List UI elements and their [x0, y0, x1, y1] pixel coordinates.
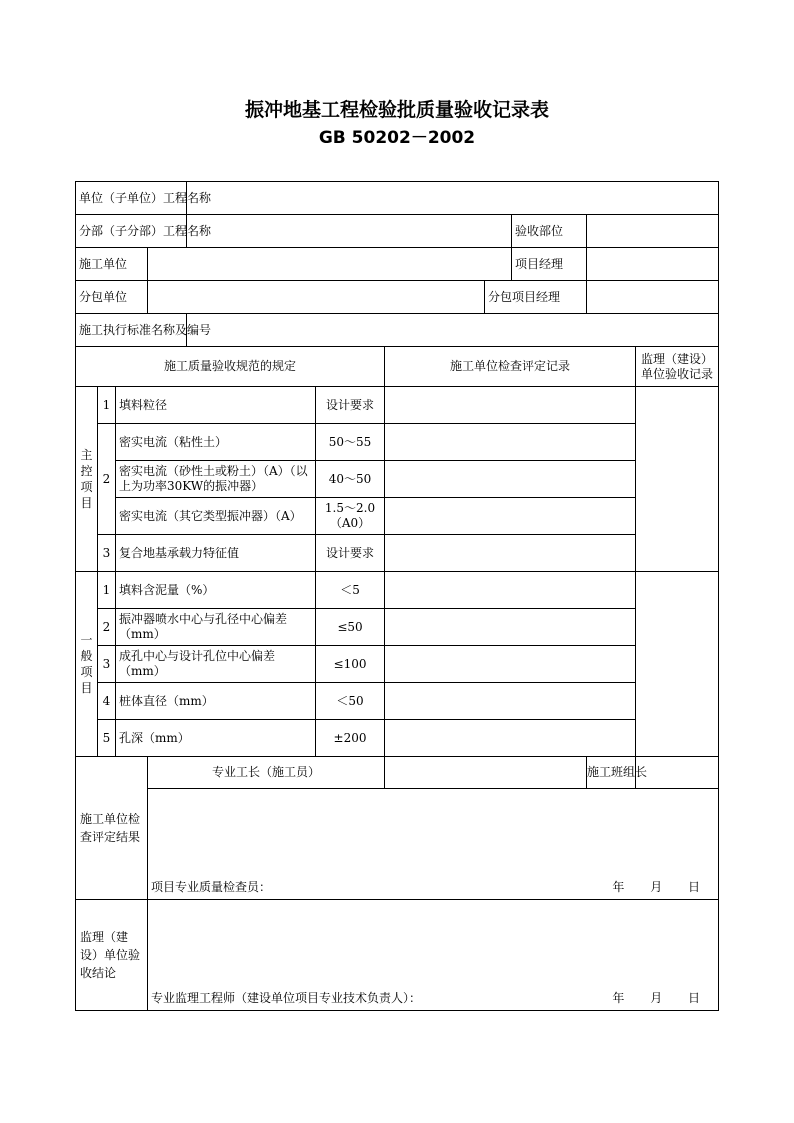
- inspection-form: [75, 181, 719, 1011]
- subunit-name-field[interactable]: [187, 215, 512, 248]
- general-item-no: 3: [98, 646, 116, 683]
- main-item-req: 1.5～2.0（A0）: [316, 498, 385, 535]
- general-item-req: ≤50: [316, 609, 385, 646]
- main-item-name: 复合地基承载力特征值: [116, 535, 316, 572]
- check-grid-row: [385, 498, 636, 535]
- construct-unit-field[interactable]: [148, 248, 512, 281]
- check-record-merged[interactable]: [385, 535, 636, 572]
- form-title: 振冲地基工程检验批质量验收记录表: [244, 99, 549, 121]
- project-manager-field[interactable]: [587, 248, 719, 281]
- main-item-name: 密实电流（粘性土）: [116, 424, 316, 461]
- general-item-no: 5: [98, 720, 116, 757]
- supervision-date: 年 月 日: [612, 991, 701, 1005]
- check-grid-row: [385, 646, 636, 683]
- general-supervisor-cell[interactable]: [636, 572, 719, 757]
- unit-name-field[interactable]: [187, 182, 719, 215]
- construct-unit-label: 施工单位: [76, 248, 148, 281]
- main-item-req: 50～55: [316, 424, 385, 461]
- result-area[interactable]: [148, 789, 719, 900]
- general-item-req: ±200: [316, 720, 385, 757]
- check-grid-row: [385, 572, 636, 609]
- subunit-name-label: 分部（子分部）工程名称: [76, 215, 187, 248]
- spec-column-header: 施工质量验收规范的规定: [76, 347, 385, 387]
- inspector-label: 项目专业质量检查员：: [151, 880, 272, 894]
- team-leader-field[interactable]: [636, 757, 719, 789]
- main-item-no: 3: [98, 535, 116, 572]
- main-item-name: 密实电流（砂性土或粉土）（A）（以上为功率30KW的振冲器）: [116, 461, 316, 498]
- main-group-label: 主控项目: [76, 387, 98, 572]
- foreman-label: 专业工长（施工员）: [148, 757, 385, 789]
- general-item-name: 孔深（mm）: [116, 720, 316, 757]
- foreman-field[interactable]: [385, 757, 587, 789]
- main-item-no: 2: [98, 424, 116, 535]
- supervision-label: 监理（建设）单位验收结论: [76, 900, 148, 1011]
- standard-code: GB 50202－2002: [318, 128, 476, 148]
- result-label: 施工单位检查评定结果: [76, 757, 148, 900]
- main-supervisor-cell[interactable]: [636, 387, 719, 572]
- result-date: 年 月 日: [612, 880, 701, 894]
- sub-unit-label: 分包单位: [76, 281, 148, 314]
- check-grid-row: [385, 609, 636, 646]
- supervision-area[interactable]: [148, 900, 719, 1011]
- sub-unit-field[interactable]: [148, 281, 485, 314]
- general-group-label: 一般项目: [76, 572, 98, 757]
- general-item-name: 成孔中心与设计孔位中心偏差（mm）: [116, 646, 316, 683]
- general-item-req: ≤100: [316, 646, 385, 683]
- main-item-name: 填料粒径: [116, 387, 316, 424]
- standard-field[interactable]: [187, 314, 719, 347]
- general-item-no: 4: [98, 683, 116, 720]
- general-item-name: 振冲器喷水中心与孔径中心偏差（mm）: [116, 609, 316, 646]
- supervisor-column-header: 监理（建设）单位验收记录: [636, 347, 719, 387]
- check-grid-row: [385, 424, 636, 461]
- sub-manager-label: 分包项目经理: [485, 281, 587, 314]
- team-leader-label: 施工班组长: [587, 757, 636, 789]
- check-grid-row: [385, 683, 636, 720]
- general-item-no: 2: [98, 609, 116, 646]
- main-item-req: 40～50: [316, 461, 385, 498]
- engineer-label: 专业监理工程师（建设单位项目专业技术负责人）：: [151, 991, 422, 1005]
- general-item-name: 填料含泥量（%）: [116, 572, 316, 609]
- check-grid-row: [385, 461, 636, 498]
- check-grid-row: [385, 720, 636, 757]
- check-record-merged[interactable]: [385, 387, 636, 424]
- general-item-no: 1: [98, 572, 116, 609]
- main-item-name: 密实电流（其它类型振冲器）（A）: [116, 498, 316, 535]
- general-item-req: ＜5: [316, 572, 385, 609]
- standard-label: 施工执行标准名称及编号: [76, 314, 187, 347]
- accept-part-field[interactable]: [587, 215, 719, 248]
- main-item-no: 1: [98, 387, 116, 424]
- accept-part-label: 验收部位: [512, 215, 587, 248]
- check-column-header: 施工单位检查评定记录: [385, 347, 636, 387]
- unit-name-label: 单位（子单位）工程名称: [76, 182, 187, 215]
- general-item-req: ＜50: [316, 683, 385, 720]
- main-item-req: 设计要求: [316, 387, 385, 424]
- general-item-name: 桩体直径（mm）: [116, 683, 316, 720]
- project-manager-label: 项目经理: [512, 248, 587, 281]
- main-item-req: 设计要求: [316, 535, 385, 572]
- sub-manager-field[interactable]: [587, 281, 719, 314]
